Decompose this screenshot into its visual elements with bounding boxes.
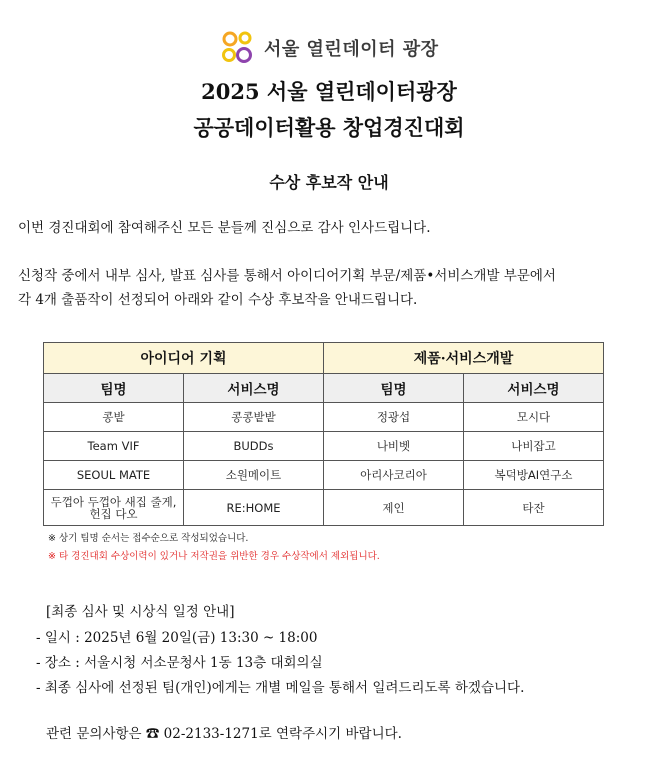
intro-text: 이번 경진대회에 참여해주신 모든 분들께 진심으로 감사 인사드립니다. [18,220,431,236]
note-warning: ※ 타 경진대회 수상이력이 있거나 저작권을 위반한 경우 수상작에서 제외됩니다. [48,551,380,562]
table-row [44,461,604,490]
main-title-line2: 공공데이터활용 창업경진대회 [193,115,465,140]
column-header-team: 팀명 [44,374,184,403]
schedule-item-notice: - 최종 심사에 선정된 팀(개인)에게는 개별 메일을 통해서 일려드리도록 하겠습니다. [36,680,525,696]
note-order: ※ 상기 팀명 순서는 접수순으로 작성되었습니다. [48,533,249,544]
body-line1: 신청작 중에서 내부 심사, 발표 심사를 통해서 아이디어기획 부문/제품•서비스개발 부문에서 [18,268,556,284]
column-header-service: 서비스명 [184,374,324,403]
contact-text: 관련 문의사항은 ☎ 02-2133-1271로 연락주시기 바랍니다. [46,726,402,742]
seoul-open-data-logo-icon [220,30,260,66]
table-cell: BUDDs [184,432,324,461]
subtitle: 수상 후보작 안내 [269,173,389,192]
table-cell: 타잔 [464,490,604,526]
column-header-team: 팀명 [324,374,464,403]
table-cell: 두껍아 두껍아 새집 줄게, 헌집 다오 [44,490,184,526]
table-cell: 콩콩밭밭 [184,403,324,432]
logo-text: 서울 열린데이터 광장 [264,39,439,60]
column-header-service: 서비스명 [464,374,604,403]
schedule-item-date: - 일시 : 2025년 6월 20일(금) 13:30 ~ 18:00 [36,630,318,646]
table-cell: 소원메이트 [184,461,324,490]
table-cell: 나비잡고 [464,432,604,461]
table-cell: 복덕방AI연구소 [464,461,604,490]
table-cell: SEOUL MATE [44,461,184,490]
table-cell: 콩밭 [44,403,184,432]
main-title-line1: 2025 서울 열린데이터광장 [201,79,457,104]
table-cell: 모시다 [464,403,604,432]
body-line2: 각 4개 출품작이 선정되어 아래와 같이 수상 후보작을 안내드립니다. [18,292,418,308]
table-row [44,403,604,432]
award-table [43,342,604,526]
table-row [44,432,604,461]
table-cell: 아리사코리아 [324,461,464,490]
schedule-heading: [최종 심사 및 시상식 일정 안내] [46,604,235,620]
table-row [44,490,604,526]
table-cell: 정광섭 [324,403,464,432]
logo [220,30,439,66]
table-cell: Team VIF [44,432,184,461]
schedule-item-place: - 장소 : 서울시청 서소문청사 1동 13층 대회의실 [36,655,323,671]
table-cell: RE:HOME [184,490,324,526]
table-cell: 제인 [324,490,464,526]
table-cell: 나비벳 [324,432,464,461]
category-idea: 아이디어 기획 [44,343,324,374]
category-product: 제품·서비스개발 [324,343,604,374]
